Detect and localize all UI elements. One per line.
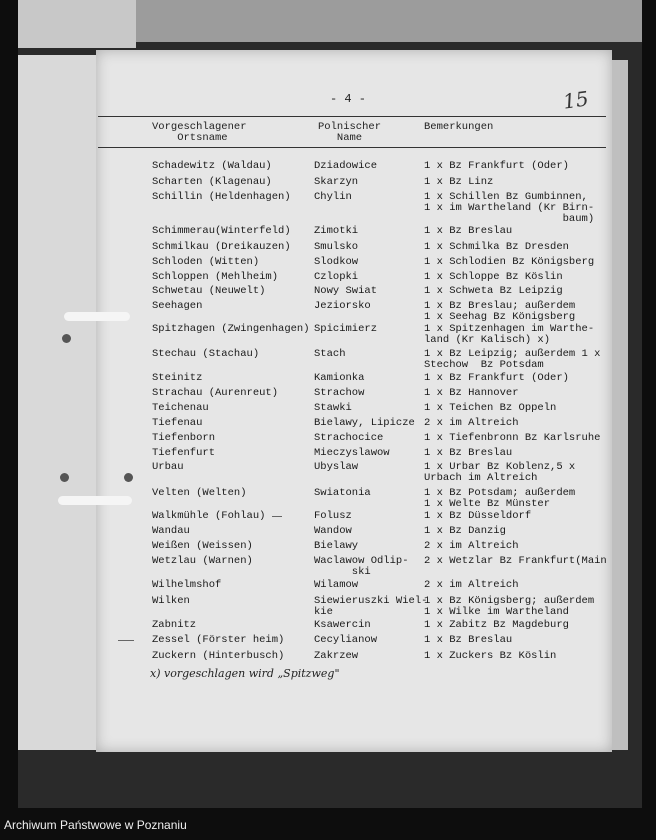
proposed-name-cell: Seehagen bbox=[152, 300, 203, 312]
header-proposed-name: Vorgeschlagener Ortsname bbox=[152, 121, 247, 144]
page-number: - 4 - bbox=[330, 92, 367, 106]
remarks-cell: 1 x Tiefenbronn Bz Karlsruhe bbox=[424, 432, 601, 444]
handwritten-footnote: x) vorgeschlagen wird „Spitzweg" bbox=[150, 667, 340, 680]
remarks-cell: 2 x im Altreich bbox=[424, 579, 519, 591]
margin-dash bbox=[118, 640, 134, 641]
polish-name-cell: Slodkow bbox=[314, 256, 359, 268]
remarks-cell: 1 x Zabitz Bz Magdeburg bbox=[424, 619, 569, 631]
proposed-name-cell: Tiefenfurt bbox=[152, 447, 216, 459]
proposed-name-cell: Wilhelmshof bbox=[152, 579, 222, 591]
header-remarks: Bemerkungen bbox=[424, 121, 494, 133]
polish-name-cell: Cecylianow bbox=[314, 634, 378, 646]
remarks-cell: 1 x Bz Potsdam; außerdem 1 x Welte Bz Münster bbox=[424, 487, 576, 510]
header-polish-name: Polnischer Name bbox=[318, 121, 382, 144]
polish-name-cell: Ksawercin bbox=[314, 619, 371, 631]
proposed-name-cell: Urbau bbox=[152, 461, 184, 473]
remarks-cell: 1 x Spitzenhagen im Warthe- land (Kr Kalisch) x) bbox=[424, 323, 595, 346]
punch-hole bbox=[124, 473, 133, 482]
remarks-cell: 1 x Bz Hannover bbox=[424, 387, 519, 399]
proposed-name-cell: Stechau (Stachau) bbox=[152, 348, 260, 360]
polish-name-cell: Strachocice bbox=[314, 432, 384, 444]
proposed-name-cell: Tiefenau bbox=[152, 417, 203, 429]
proposed-name-cell: Zessel (Förster heim) bbox=[152, 634, 285, 646]
proposed-name-cell: Schmilkau (Dreikauzen) bbox=[152, 241, 291, 253]
polish-name-cell: Kamionka bbox=[314, 372, 365, 384]
polish-name-cell: Spicimierz bbox=[314, 323, 378, 335]
remarks-cell: 1 x Bz Linz bbox=[424, 176, 494, 188]
polish-name-cell: Swiatonia bbox=[314, 487, 371, 499]
remarks-cell: 2 x im Altreich bbox=[424, 540, 519, 552]
polish-name-cell: Smulsko bbox=[314, 241, 359, 253]
remarks-cell: 1 x Schloppe Bz Köslin bbox=[424, 271, 563, 283]
document-page bbox=[96, 50, 612, 752]
proposed-name-cell: Wandau bbox=[152, 525, 190, 537]
polish-name-cell: Wandow bbox=[314, 525, 352, 537]
handwritten-page-number: 15 bbox=[561, 86, 590, 114]
remarks-cell: 1 x Schweta Bz Leipzig bbox=[424, 285, 563, 297]
remarks-cell: 1 x Bz Düsseldorf bbox=[424, 510, 532, 522]
header-rule-bottom bbox=[98, 147, 606, 148]
proposed-name-cell: Schillin (Heldenhagen) bbox=[152, 191, 291, 203]
polish-name-cell: Stawki bbox=[314, 402, 352, 414]
polish-name-cell: Bielawy bbox=[314, 540, 359, 552]
remarks-cell: 1 x Bz Frankfurt (Oder) bbox=[424, 372, 569, 384]
proposed-name-cell: Zabnitz bbox=[152, 619, 197, 631]
remarks-cell: 1 x Schlodien Bz Königsberg bbox=[424, 256, 595, 268]
remarks-cell: 1 x Bz Breslau bbox=[424, 447, 513, 459]
remarks-cell: 2 x im Altreich bbox=[424, 417, 519, 429]
proposed-name-cell: Schloppen (Mehlheim) bbox=[152, 271, 279, 283]
folder-top-edge bbox=[136, 0, 642, 42]
binding-string-bottom bbox=[58, 496, 132, 505]
remarks-cell: 1 x Schillen Bz Gumbinnen, 1 x im Wartheland (Kr Birn- baum) bbox=[424, 191, 595, 225]
remarks-cell: 1 x Bz Breslau bbox=[424, 634, 513, 646]
remarks-cell: 1 x Bz Frankfurt (Oder) bbox=[424, 160, 569, 172]
polish-name-cell: Bielawy, Lipicze bbox=[314, 417, 415, 429]
proposed-name-cell: Spitzhagen (Zwingenhagen) bbox=[152, 323, 310, 335]
polish-name-cell: Mieczyslawow bbox=[314, 447, 390, 459]
proposed-name-cell: Teichenau bbox=[152, 402, 209, 414]
proposed-name-cell: Schimmerau(Winterfeld) bbox=[152, 225, 291, 237]
remarks-cell: 1 x Bz Königsberg; außerdem 1 x Wilke im Wartheland bbox=[424, 595, 595, 618]
remarks-cell: 1 x Bz Breslau; außerdem 1 x Seehag Bz Königsberg bbox=[424, 300, 576, 323]
proposed-name-cell: Weißen (Weissen) bbox=[152, 540, 253, 552]
punch-hole bbox=[62, 334, 71, 343]
remarks-cell: 1 x Zuckers Bz Köslin bbox=[424, 650, 557, 662]
binding-string-top bbox=[64, 312, 130, 321]
polish-name-cell: Czlopki bbox=[314, 271, 359, 283]
remarks-cell: 1 x Bz Leipzig; außerdem 1 x Stechow Bz Potsdam bbox=[424, 348, 601, 371]
remarks-cell: 1 x Bz Breslau bbox=[424, 225, 513, 237]
archive-label: Archiwum Państwowe w Poznaniu bbox=[4, 818, 187, 832]
remarks-cell: 1 x Bz Danzig bbox=[424, 525, 506, 537]
polish-name-cell: Nowy Swiat bbox=[314, 285, 378, 297]
remarks-cell: 1 x Schmilka Bz Dresden bbox=[424, 241, 569, 253]
proposed-name-cell: Steinitz bbox=[152, 372, 203, 384]
polish-name-cell: Ubyslaw bbox=[314, 461, 359, 473]
proposed-name-cell: Schloden (Witten) bbox=[152, 256, 260, 268]
punch-hole bbox=[60, 473, 69, 482]
polish-name-cell: Wilamow bbox=[314, 579, 359, 591]
polish-name-cell: Folusz bbox=[314, 510, 352, 522]
proposed-name-cell: Scharten (Klagenau) bbox=[152, 176, 272, 188]
polish-name-cell: Zimotki bbox=[314, 225, 359, 237]
polish-name-cell: Jeziorsko bbox=[314, 300, 371, 312]
proposed-name-cell: Strachau (Aurenreut) bbox=[152, 387, 279, 399]
folder-top-left bbox=[18, 0, 136, 48]
remarks-cell: 1 x Teichen Bz Oppeln bbox=[424, 402, 557, 414]
proposed-name-cell: Wetzlau (Warnen) bbox=[152, 555, 253, 567]
remarks-cell: 2 x Wetzlar Bz Frankfurt(Main bbox=[424, 555, 607, 567]
proposed-name-cell: Walkmühle (Fohlau) bbox=[152, 510, 266, 522]
polish-name-cell: Skarzyn bbox=[314, 176, 359, 188]
margin-mark bbox=[272, 516, 282, 517]
proposed-name-cell: Schwetau (Neuwelt) bbox=[152, 285, 266, 297]
header-rule-top bbox=[98, 116, 606, 117]
polish-name-cell: Waclawow Odlip- ski bbox=[314, 555, 409, 578]
folder-spine bbox=[18, 55, 102, 750]
proposed-name-cell: Wilken bbox=[152, 595, 190, 607]
proposed-name-cell: Schadewitz (Waldau) bbox=[152, 160, 272, 172]
polish-name-cell: Dziadowice bbox=[314, 160, 378, 172]
polish-name-cell: Stach bbox=[314, 348, 346, 360]
proposed-name-cell: Zuckern (Hinterbusch) bbox=[152, 650, 285, 662]
polish-name-cell: Chylin bbox=[314, 191, 352, 203]
proposed-name-cell: Velten (Welten) bbox=[152, 487, 247, 499]
remarks-cell: 1 x Urbar Bz Koblenz,5 x Urbach im Altreich bbox=[424, 461, 576, 484]
polish-name-cell: Strachow bbox=[314, 387, 365, 399]
proposed-name-cell: Tiefenborn bbox=[152, 432, 216, 444]
polish-name-cell: Siewieruszki Wiel- kie bbox=[314, 595, 428, 618]
polish-name-cell: Zakrzew bbox=[314, 650, 359, 662]
